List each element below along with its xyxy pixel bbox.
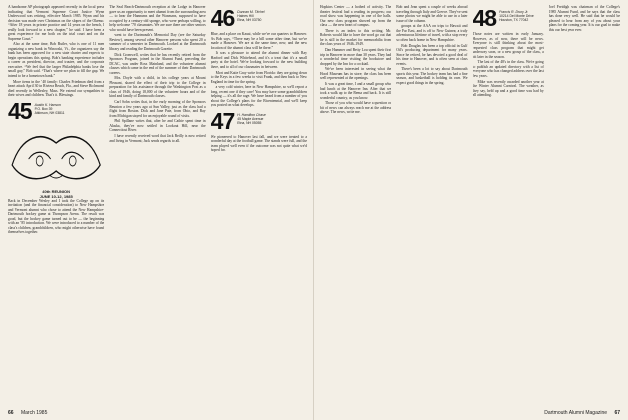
right-column-1 (320, 5, 391, 399)
class-47-header (210, 107, 307, 134)
reunion-title: 40th REUNION (42, 188, 71, 194)
paragraph: The Seal Beach-Dartmouth reception at the Lodge in Hanover gave us an opportunity to meet alumni from the surrounding area — to hear the Hannums and the Waxmans, supposed to have occupied by a century-old sponge, who were perhaps willing, to help welcome ’70 classmates. We are sure there are other seniors who would have been present. (109, 5, 206, 32)
right-column-3 (473, 5, 544, 399)
paragraph: a very cold winter, here in New Hampshire, so we'll report a long, recent one if they care! You may have some grandchildren helping — it's all the rage. We have heard from a number of you about the College's plans for the Bicentennial, and we'll keep you posted on what develops. (210, 85, 307, 108)
class-number: 45 (8, 97, 32, 124)
address-line: 10214 Del Monte Drive (499, 14, 534, 19)
paragraph: Also at the same time, Bob Butler, who is one of 11 men organizing a new bank in Winooski, Vt., the organizers say the bank has been approved for a new state charter and expects to begin operations this spring. Bob's banking experience includes a career as president, director, and trustee, and the corporate executive. “We feel that the larger Philadelphia banks lose the small guy,” Bob said. “That's where we plan to fill the gap. We intend to be a hometown bank.” (8, 42, 105, 78)
secretary-name: Francis R. Drury Jr. (499, 10, 529, 14)
paragraph: Blue, and a place on Kauai, while we've our quarters to Hanover. As Bob says, “There may be a bill some other time, but we've made a Hanover. We are at the same time, new, and the new location of the alumni class will be there.” (210, 32, 307, 50)
class-secretary-address (499, 8, 534, 22)
address-line: 45 Maple Avenue (237, 116, 264, 121)
paragraph: Dan Hammer and Betty Lou spent their first trip in Hanover in more than 30 years. They had a wonderful time visiting the bookstore and dropped by the Inn for a cocktail. (320, 48, 392, 66)
right-footer (544, 410, 620, 416)
address-line: Etna, NH 03750 (237, 18, 262, 23)
right-column-4 (549, 5, 620, 399)
reunion-caption (8, 189, 104, 199)
paragraph: Hopkins Center — a hotbed of activity. The theater festival had a reading in progress; our road show was happening in one of the halls. Our new class program showed up from the class — the new heart of campus. (320, 5, 392, 27)
paragraph: The last of the 48's in the class. We're going to publish an updated directory with a list of everyone who has changed address over the last few years. (472, 60, 544, 78)
left-column-2 (109, 5, 205, 399)
paragraph: Those of you who would have a question or bit of news can always reach me at the address above. The news, write me. (320, 101, 392, 115)
address-line: Atkinson, NH 03811 (34, 110, 65, 115)
paragraph: A handsome AP photograph appeared recently in the local press indicating that Vermont Supreme Court Justice Wynn Underwood was retiring, effective March 1985. Wynn and his decision was made over Christmas on the slopes of the Okemo. “After 18 years in private practice and 14 years on the bench, I really look forward to a new chapter,” he said. I have been a great experience for me both on the trial court and on the Supreme Court.” (8, 5, 105, 41)
secretary-name: Duncan M. Titchel (237, 10, 265, 14)
class-secretary-address (35, 101, 65, 115)
class-number: 46 (210, 5, 235, 31)
paragraph: Joel Freidigh was chairman of the College's 1985 Alumni Fund, and he says that the class has done very well. He said that he would be pleased to hear from any of you about your plans for the coming year. It is our goal to make this our best year ever. (548, 5, 620, 32)
paragraph: Bob and Jean spent a couple of weeks abroad traveling through Italy and Greece. They've sent some photos we might be able to use in a later issue of the column. (396, 5, 468, 23)
secretary-name: H. Hamilton Chase (237, 112, 266, 117)
paragraph: More items in the ’40 family: Charles Friedman died from a heart attack April 30 in Riviera Beach, Fla., and Steve Richmond died recently in Wellesley, Mass. We extend our sympathies to their wives and children. That's it. Blessings. (8, 79, 105, 98)
paragraph: Back in December Wesley and I took the College up on its invitation (and the financial consideration) to New Hampshire and Vermont alumni who chose to attend the New Hampshire-Dartmouth hockey game at Thompson Arena. The result was good, but the hockey game turned out to be — the beginning with an ’85 introduction. We were introduced to a number of the class's children, grandchildren, who might otherwise have found themselves together. (8, 198, 105, 235)
class-45-header (8, 97, 104, 124)
left-column-3 (211, 5, 307, 399)
paragraph: Those notes are written in early January. However, as of now, there will be news. Everyone is still thinking about the most-requested class program that might get underway soon, or a new group of the class, a bit later in the season. (472, 32, 544, 59)
page-number: 66 (8, 410, 14, 416)
paragraph: There is an index to this writing. Mr. Roberts would like to have the word go out that he is still in the market for memorabilia from the class years of 1946–1949. (320, 28, 392, 47)
magazine-name: Dartmouth Alumni Magazine (544, 410, 608, 416)
paragraph: Mort and Katie Gray write from Florida: they are going down to the Keys in a few weeks to visit Frank, and then back to New England in time for the spring. (210, 70, 307, 84)
paragraph: There's been a lot to say about Dartmouth sports this year. The hockey team has had a fine season, and basketball is holding its own. We expect good things in the spring. (396, 67, 468, 85)
page-number: 67 (614, 410, 620, 416)
class-secretary-address (237, 111, 265, 125)
paragraph: Mike was recently awarded another year at the Winter Alumni Carnival. The weather, as they say, held up and a good time was had by all attending. (472, 79, 544, 98)
reunion-dates: JUNE 10-12, 1985 (39, 193, 73, 199)
class-46-header (210, 5, 307, 31)
reunion-drawing-icon (8, 125, 104, 187)
reunion-logo (8, 125, 104, 187)
paragraph: It was a great time, I and a small group who had lunch at the Hanover Inn. After that we took a walk up to the Bema and back. It is still wonderful country, as you know. (320, 82, 392, 100)
paragraph: Phil Spillane writes that, after he and Cathie spent time in Alaska, they've now settled in Lookout Hill, near the Connecticut River. (109, 119, 206, 133)
address-line: Etna, NH 05055 (237, 121, 262, 126)
right-page (314, 0, 628, 420)
left-footer (8, 410, 47, 416)
issue-date: March 1985 (20, 410, 48, 416)
right-column-2 (396, 5, 467, 399)
class-number: 47 (210, 107, 235, 134)
paragraph: Carl Sohn writes that, in the early morning of the Sponsors Reunion a few years ago at Sun Valley, just as the class had a flight from Boston. Dick and Jane Pate, from Ohio, and Ray from Michigan stayed for an enjoyable round of visits. (109, 100, 206, 118)
class-number: 48 (472, 5, 497, 31)
paragraph: It was a pleasure to attend the alumni dinner with Ray Harford and Dick Whitehead, and it's a treat that it's a small party at the hotel. We're looking forward to the new building there, and to all of our classmates in between. (210, 51, 307, 69)
left-column-1 (8, 5, 104, 399)
address-line: Haines Hill (237, 14, 254, 19)
secretary-name: Austin K. Hanson (34, 102, 61, 107)
paragraph: Dick Cromwell, writes that he has recently retired from the Sponsors Program, joined in the Alumni Fund, preceding the DCAC, was under Ross Mainland, and the volunteer alumni classes which came in the end of the summer of their Dartmouth careers. (109, 52, 206, 75)
class-48-header (472, 5, 544, 31)
paragraph: went to the Dartmouth's Memorial Day (see the Saturday Review), among several other Hanover persons who spent 20 a summer of a semester in Dartmouth. Looked at the Dartmouth library and reading the Dartmouth Gazette. (109, 33, 206, 51)
paragraph: We've been interested in seeing what the Hood Museum has in store; the class has been well represented at the openings. (320, 67, 392, 81)
paragraph: Mrs. Doyle with a child, in his college years at Mount Pleasant, shared the effect of their trip to the College in preparation for his assistance through the Washington Post as a class of 1946, doing 18,000 of the volunteer hours and of the kind and family of Dartmouth classes. (109, 76, 206, 99)
paragraph: We pioneered to Hanover last fall, and we were treated to a wonderful day at the football game. The stands were full, and the team played well even if the outcome was not quite what we'd hoped for. (210, 134, 307, 153)
address-line: P.O. Box 39 (34, 106, 53, 111)
address-line: Houston, TX 77042 (499, 18, 529, 23)
paragraph: I have recently received word that Jack Reilly is now retired and living in Vermont; Jack sends regards to all. (109, 134, 206, 143)
paragraph: groups at the AAA on trips to Hawaii and the Far East, and is off to New Guinea; a truly adventurous lifetime of travel, with a stop every so often back home in New Hampshire. (396, 24, 468, 42)
paragraph: Bob Douglas has been a top official in Gulf Oil's producing department for many years. Since he retired, he has devoted a good deal of his time to Hanover, and is often seen at class events. (396, 43, 468, 66)
class-secretary-address (237, 8, 264, 22)
